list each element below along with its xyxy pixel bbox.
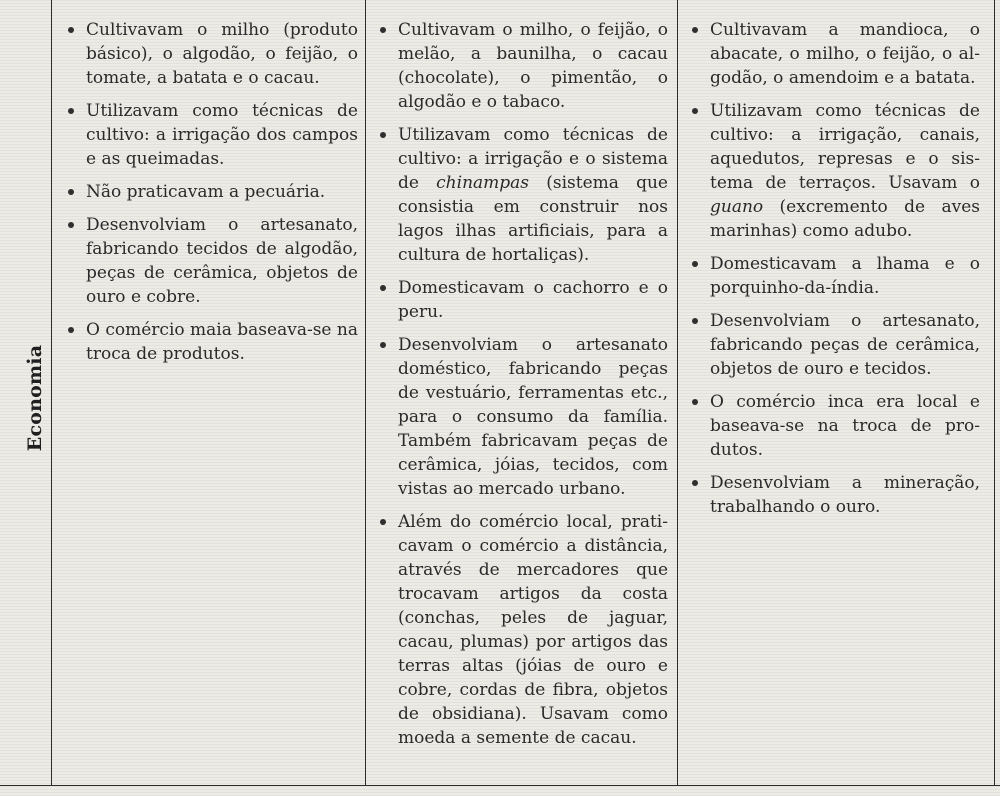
row-label: Economia bbox=[24, 344, 46, 452]
bullet-icon bbox=[68, 189, 74, 195]
list-item-text: Não praticavam a pecuária. bbox=[86, 182, 326, 202]
list-item-text: Domesticavam a lhama e o porquinho-da-índia. bbox=[710, 254, 980, 298]
list-item-text: Utilizavam como técnicas de cultivo: a irrigação dos campos e as queimadas. bbox=[86, 101, 358, 169]
list-item bbox=[64, 99, 358, 171]
bullet-icon bbox=[68, 27, 74, 33]
bullet-icon bbox=[380, 285, 386, 291]
bullet-icon bbox=[380, 342, 386, 348]
list-item bbox=[64, 318, 358, 366]
column-divider bbox=[994, 0, 995, 786]
list-item bbox=[688, 471, 980, 519]
list-item bbox=[376, 510, 668, 750]
list-item-text: Cultivavam o milho (produto básico), o algodão, o feijão, o tomate, a batata e o cacau. bbox=[86, 20, 358, 88]
bullet-icon bbox=[692, 108, 698, 114]
list-item bbox=[688, 99, 980, 243]
list-item bbox=[64, 180, 358, 204]
list-item-text: Desenvolviam o artesanato, fabricando peças de cerâmica, objetos de ouro e tecidos. bbox=[710, 311, 980, 379]
list-item bbox=[64, 18, 358, 90]
list-item-text: O comércio inca era local e baseava-se na troca de produtos. bbox=[710, 392, 980, 460]
list-item-text: Desenvolviam a mineração, trabalhando o ouro. bbox=[710, 473, 980, 517]
bullet-list bbox=[688, 18, 980, 519]
bullet-icon bbox=[68, 108, 74, 114]
bullet-icon bbox=[692, 27, 698, 33]
column-divider bbox=[365, 0, 366, 786]
bullet-icon bbox=[692, 261, 698, 267]
table-bottom-border bbox=[0, 785, 1000, 786]
column-astecas bbox=[376, 18, 668, 759]
italic-term: chinampas bbox=[436, 173, 530, 193]
bullet-icon bbox=[68, 222, 74, 228]
list-item-text: Cultivavam o milho, o feijão, o melão, a baunilha, o cacau (chocolate), o pimentão, o algodão e o tabaco. bbox=[398, 20, 668, 112]
list-item-text: Desenvolviam o artesanato doméstico, fabricando peças de vestuário, ferramentas etc., para o consumo da família. Também fabricavam peças de cerâmica, jóias, tecidos, com vistas ao mercado urbano. bbox=[398, 335, 668, 499]
list-item-text: Desenvolviam o artesanato, fabricando tecidos de algodão, peças de cerâmica, objetos de ouro e cobre. bbox=[86, 215, 358, 307]
list-item-text: Além do comércio local, praticavam o comércio a distância, através de mercadores que trocavam artigos da costa (conchas, peles de jaguar, cacau, plumas) por artigos das terras altas (jóias de ouro e cobre, cordas de fibra, objetos de obsidiana). Usavam como moeda a semente de cacau. bbox=[398, 512, 668, 748]
row-label-cell bbox=[0, 0, 52, 786]
bullet-list bbox=[376, 18, 668, 750]
list-item-text: Utilizavam como técnicas de cultivo: a irrigação e o sistema de chinampas (sistema que consistia em construir nos lagos ilhas artificiais, para a cultura de hortaliças). bbox=[398, 125, 668, 265]
bullet-icon bbox=[380, 132, 386, 138]
bullet-icon bbox=[692, 318, 698, 324]
list-item bbox=[688, 252, 980, 300]
list-item bbox=[376, 333, 668, 501]
list-item bbox=[376, 18, 668, 114]
list-item bbox=[376, 276, 668, 324]
bullet-icon bbox=[692, 480, 698, 486]
bullet-icon bbox=[692, 399, 698, 405]
bullet-icon bbox=[380, 27, 386, 33]
bullet-icon bbox=[68, 327, 74, 333]
list-item bbox=[688, 390, 980, 462]
list-item bbox=[64, 213, 358, 309]
column-incas bbox=[688, 18, 980, 528]
column-maias bbox=[64, 18, 358, 375]
bullet-list bbox=[64, 18, 358, 366]
bullet-icon bbox=[380, 519, 386, 525]
list-item-text: O comércio maia baseava-se na troca de produtos. bbox=[86, 320, 358, 364]
column-divider bbox=[677, 0, 678, 786]
list-item-text: Utilizavam como técnicas de cultivo: a irrigação, canais, aquedutos, represas e o sistema de terraços. Usavam o guano (excremento de aves marinhas) como adubo. bbox=[710, 101, 980, 241]
italic-term: guano bbox=[710, 197, 764, 217]
list-item bbox=[688, 309, 980, 381]
list-item bbox=[688, 18, 980, 90]
list-item-text: Domesticavam o cachorro e o peru. bbox=[398, 278, 668, 322]
list-item bbox=[376, 123, 668, 267]
list-item-text: Cultivavam a mandioca, o abacate, o milho, o feijão, o algodão, o amendoim e a batata. bbox=[710, 20, 980, 88]
